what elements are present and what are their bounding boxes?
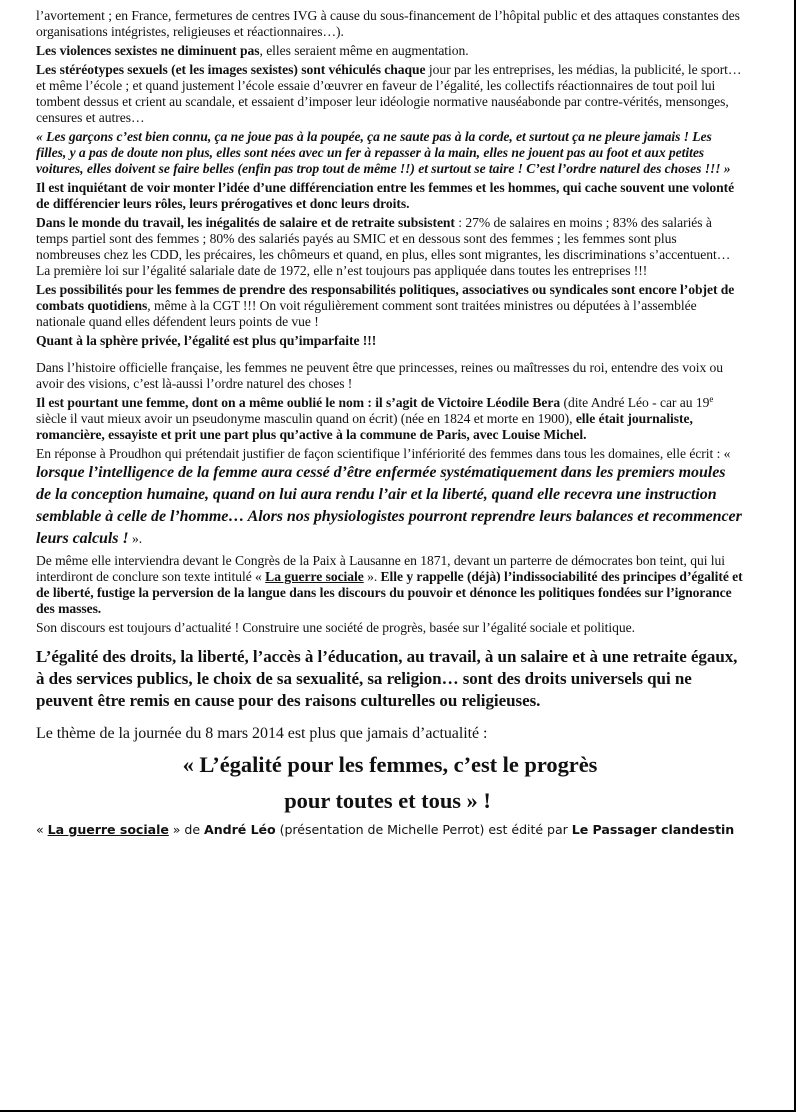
text-segment: siècle il vaut mieux avoir un pseudonyme masculin quand on écrit) (née en 1824 et morte en 1900), <box>36 411 576 426</box>
text-segment: Dans l’histoire officielle française, les femmes ne peuvent être que princesses, reines ou maîtresses du roi, entendre des voix ou avoir des visions, c’est là-aussi l’ordre naturel des choses ! <box>36 360 724 391</box>
paragraph-p9 <box>36 360 744 392</box>
text-segment: « <box>36 822 48 837</box>
text-segment: André Léo <box>204 822 276 837</box>
paragraph-p3 <box>36 62 744 126</box>
paragraph-p12 <box>36 553 744 617</box>
text-segment: , elles seraient même en augmentation. <box>259 43 469 58</box>
text-segment: « Les garçons c’est bien connu, ça ne joue pas à la poupée, ça ne saute pas à la corde, et surtout ça ne pleure jamais ! Les filles, y a pas de doute non plus, elles sont nées avec un fer à repasser à la main, elles ne jouent pas au foot et aux petites voitures, elles doivent se faire belles (enfin pas trop tout de même !!) et surtout se taire ! C’est l’ordre naturel des choses !!! » <box>36 129 731 176</box>
text-segment: , même à la CGT !!! On voit régulièrement comment sont traitées ministres ou députées à l’assemblée nationale quand elles défendent leurs points de vue ! <box>36 298 697 329</box>
theme-intro: Le thème de la journée du 8 mars 2014 est plus que jamais d’actualité : <box>36 725 488 742</box>
text-segment: elle était journaliste, romancière, essayiste et prit une part plus qu’active à la commune de Paris, avec Louise Michel. <box>36 411 693 442</box>
text-segment: En réponse à Proudhon qui prétendait justifier de façon scientifique l’infériorité des femmes dans tous les domaines, elle écrit : « <box>36 446 731 461</box>
text-segment: Les stéréotypes sexuels (et les images sexistes) sont véhiculés chaque <box>36 62 426 77</box>
text-segment: Quant à la sphère privée, l’égalité est plus qu’imparfaite !!! <box>36 333 377 348</box>
article-paragraphs <box>36 8 744 636</box>
text-segment: (dite André Léo - car au 19 <box>560 395 710 410</box>
text-segment: Les possibilités pour les femmes de prendre des responsabilités politiques, associatives ou syndicales sont encore l’objet de combats quotidiens <box>36 282 735 313</box>
text-segment: (présentation de Michelle Perrot) est édité par <box>275 822 572 837</box>
text-segment: ». <box>128 531 143 546</box>
paragraph-p8 <box>36 333 744 349</box>
text-segment: ». <box>363 569 381 584</box>
title-reference: La guerre sociale <box>265 569 364 584</box>
rights-statement: L’égalité des droits, la liberté, l’accès à l’éducation, au travail, à un salaire et à une retraite égaux, à des services publics, le choix de sa sexualité, sa religion… sont des droits universels qui ne peuvent être remis en cause pour des raisons culturelles ou religieuses. <box>36 647 738 710</box>
publication-note <box>36 820 744 839</box>
paragraph-p10 <box>36 395 744 443</box>
text-segment: Le Passager clandestin <box>571 822 735 837</box>
paragraph-p5 <box>36 180 744 212</box>
text-segment: Dans le monde du travail, les inégalités de salaire et de retraite subsistent <box>36 215 455 230</box>
text-segment: De même elle interviendra devant le Congrès de la Paix à Lausanne en 1871, devant un parterre de démocrates bon teint, qui lui interdiront de conclure son texte intitulé « <box>36 553 726 584</box>
section-spacer <box>36 352 744 360</box>
text-segment: jour par les entreprises, les médias, la publicité, le sport… et même l’école ; et quand justement l’école essaie d’œuvrer en faveur de l’égalité, les collectifs réactionnaires de tout poil lui tombent dessus et crient au scandale, et essaient d’imposer leur idéologie normative nauséabonde par contre-vérités, mensonges, censures et autres… <box>36 62 742 125</box>
document-body <box>36 8 744 839</box>
text-segment: » de <box>168 822 204 837</box>
paragraph-p4 <box>36 129 744 177</box>
text-segment: lorsque l’intelligence de la femme aura cessé d’être enfermée systématiquement dans les premiers moules de la conception humaine, quand on lui aura rendu l’air et la liberté, quand elle recevra une instruction semblable à celle de l’homme… Alors nos physiologistes pourront reprendre leurs balances et recommencer leurs calculs ! <box>36 464 742 547</box>
slogan-line-1: « L’égalité pour les femmes, c’est le progrès <box>182 752 598 777</box>
text-segment: Elle y rappelle (déjà) l’indissociabilité des principes d’égalité et de liberté, fustige la perversion de la langue dans les discours du pouvoir et dénonce les politiques fondées sur l’ignorance des masses. <box>36 569 743 616</box>
text-segment: Il est inquiétant de voir monter l’idée d’une différenciation entre les femmes et les hommes, qui cache souvent une volonté de différencier leurs rôles, leurs prérogatives et donc leurs droits. <box>36 180 735 211</box>
text-segment: : 27% de salaires en moins ; 83% des salariés à temps partiel sont des femmes ; 80% des salariés payés au SMIC et en dessous sont des femmes ; les femmes sont plus nombreuses chez les CDD, les précaires, les chômeurs et quand, en plus, elles sont migrantes, les discriminations s’accentuent… La première loi sur l’égalité salariale date de 1972, elle n’est toujours pas appliquée dans toutes les entreprises !!! <box>36 215 731 278</box>
paragraph-p7 <box>36 282 744 330</box>
text-segment: Son discours est toujours d’actualité ! Construire une société de progrès, basée sur l’égalité sociale et politique. <box>36 620 635 635</box>
text-segment: Les violences sexistes ne diminuent pas <box>36 43 260 58</box>
paragraph-p2 <box>36 43 744 59</box>
title-reference: La guerre sociale <box>47 822 169 837</box>
text-segment: Il est pourtant une femme, dont on a même oublié le nom : il s’agit de Victoire Léodile Bera <box>36 395 561 410</box>
paragraph-p13 <box>36 620 744 636</box>
text-segment: l’avortement ; en France, fermetures de centres IVG à cause du sous-financement de l’hôpital public et des attaques constantes des organisations intégristes, religieuses et réactionnaires…). <box>36 8 740 39</box>
paragraph-p6 <box>36 215 744 279</box>
text-segment: e <box>709 394 714 404</box>
paragraph-p1 <box>36 8 744 40</box>
paragraph-p11 <box>36 446 744 550</box>
slogan-line-2: pour toutes et tous » ! <box>284 788 491 813</box>
